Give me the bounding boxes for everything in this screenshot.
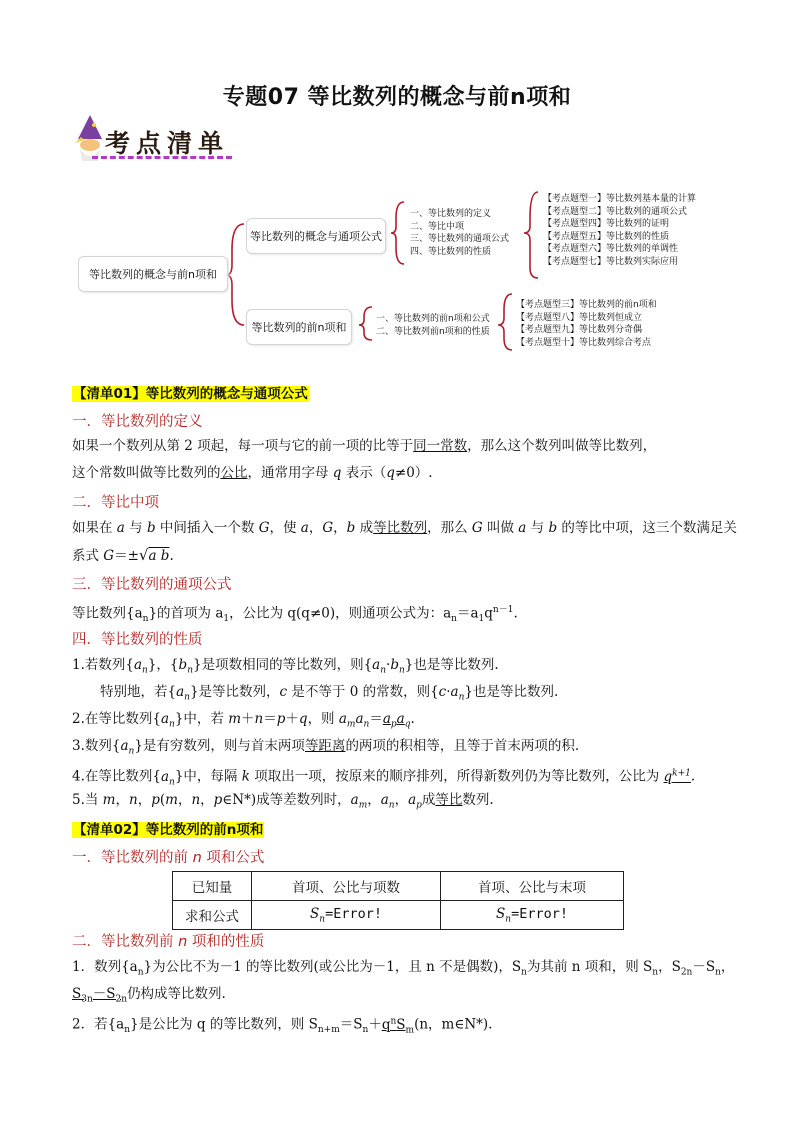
paragraph-definition-1: 如果一个数列从第 2 项起，每一项与它的前一项的比等于同一常数，那么这个数列叫做等比数列， (72, 438, 657, 454)
sum-property-2: 2．若$\{a_n\}$是公比为 q 的等比数列，则 $S_{n+m}=S_n+q^nS_m(n$，m∈N*). (72, 1016, 493, 1036)
mindmap-branch-concept: 等比数列的概念与通项公式 (246, 218, 386, 254)
section-02-header (72, 818, 264, 838)
list-item: 【考点题型四】等比数列的证明 (543, 219, 670, 229)
table-row (173, 901, 624, 930)
property-3: 3.数列$\{a_n\}$是有穷数列，则与首末两项等距离的两项的积相等，且等于首末两项的积. (72, 738, 580, 757)
list-item: 一、等比数列的前n项和公式 (376, 314, 490, 324)
mindmap-branch2-types (516, 299, 657, 349)
table-cell: 求和公式 (173, 901, 252, 930)
paragraph-geometric-mean-2: 系式 G＝±√a b. (72, 546, 174, 564)
logo-text: 考点清单 (105, 129, 230, 158)
table-row (173, 872, 624, 901)
list-item: 【考点题型一】等比数列基本量的计算 (543, 194, 697, 204)
property-2: 2.在等比数列$\{a_n\}$中，若 m＋n＝p＋q，则 $a_ma_n=a_pa_q$. (72, 711, 415, 730)
heading-geometric-mean: 二．等比中项 (72, 495, 159, 511)
mindmap-root: 等比数列的概念与前n项和 (78, 256, 228, 292)
heading-sum-properties: 二．等比数列前 n 项和的性质 (72, 934, 265, 950)
list-item: 【考点题型二】等比数列的通项公式 (543, 206, 688, 217)
heading-definition: 一．等比数列的定义 (72, 414, 203, 430)
property-4: 4.在等比数列$\{a_n\}$中，每隔 k 项取出一项，按原来的顺序排列，所得新数列仍为等比数列，公比为 $q^{k+1}$. (72, 768, 696, 788)
property-5: 5.当 m，n，p(m，n，p∈N*)成等差数列时，$a_m$，$a_n$，$a_p$成等比数列. (72, 792, 494, 811)
list-item: 二、等比数列前n项和的性质 (376, 326, 490, 337)
list-item: 二、等比中项 (410, 221, 465, 232)
mindmap-branch1-types (543, 193, 696, 268)
table-cell: $S_n=Error$! (441, 901, 624, 930)
list-item: 【考点题型十】等比数列综合考点 (516, 337, 652, 348)
list-item: 一、等比数列的定义 (410, 209, 492, 219)
heading-general-term: 三．等比数列的通项公式 (72, 577, 232, 593)
list-item: 【考点题型六】等比数列的单调性 (543, 244, 679, 254)
mindmap-branch2-items (376, 313, 490, 338)
heading-properties: 四．等比数列的性质 (72, 632, 203, 648)
logo-underline (92, 156, 232, 159)
table-header-cell: 首项、公比与项数 (252, 872, 441, 901)
list-item: 三、等比数列的通项公式 (410, 234, 510, 244)
list-item: 【考点题型三】等比数列的前n项和 (516, 300, 657, 310)
property-1: 1.若数列$\{a_n\}$，$\{b_n\}$是项数相同的等比数列，则$\{a_n\cdot b_n\}$也是等比数列. (72, 657, 499, 676)
mindmap-branch1-items (410, 208, 509, 258)
table-header-cell: 首项、公比与末项 (441, 872, 624, 901)
heading-sum-formula: 一．等比数列的前 n 项和公式 (72, 850, 265, 866)
table-header-cell: 已知量 (173, 872, 252, 901)
sum-property-1-cont: $S_{3n}-S_{2n}$仍构成等比数列. (72, 986, 226, 1005)
list-item: 【考点题型五】等比数列的性质 (543, 231, 670, 242)
list-item: 【考点题型八】等比数列恒成立 (516, 312, 643, 323)
mindmap-branch-sum: 等比数列的前n项和 (246, 309, 352, 345)
list-item: 【考点题型七】等比数列实际应用 (543, 256, 679, 267)
table-cell: $S_n=Error$! (252, 901, 441, 930)
section-01-tag: 【清单01】等比数列的概念与通项公式 (73, 386, 308, 402)
list-item: 四、等比数列的性质 (410, 246, 492, 257)
page-title: 专题07 等比数列的概念与前n项和 (222, 85, 572, 110)
section-01-header (72, 382, 309, 402)
sum-formula-table (172, 871, 624, 930)
paragraph-definition-2: 这个常数叫做等比数列的公比，通常用字母 q 表示（q≠0）. (72, 465, 433, 481)
paragraph-geometric-mean-1: 如果在 a 与 b 中间插入一个数 G，使 a，G，b 成等比数列，那么 G 叫做 a 与 b 的等比中项，这三个数满足关 (72, 520, 737, 536)
sum-property-1: 1．数列$\{a_n\}$为公比不为－1 的等比数列(或公比为－1，且 n 不是偶数)，$S_n$为其前 n 项和，则 $S_n$，$S_{2n}-S_n$， (72, 959, 735, 978)
property-1-special: 特别地，若$\{a_n\}$是等比数列，c 是不等于 0 的常数，则$\{c\cdot a_n\}$也是等比数列. (100, 684, 559, 703)
list-item: 【考点题型九】等比数列分奇偶 (516, 325, 643, 335)
paragraph-general-term: 等比数列$\{a_n\}$的首项为 $a_1$，公比为 q(q≠0)，则通项公式为：$a_n=a_1q^{n-1}$. (72, 605, 518, 625)
section-02-tag: 【清单02】等比数列的前n项和 (73, 822, 264, 838)
